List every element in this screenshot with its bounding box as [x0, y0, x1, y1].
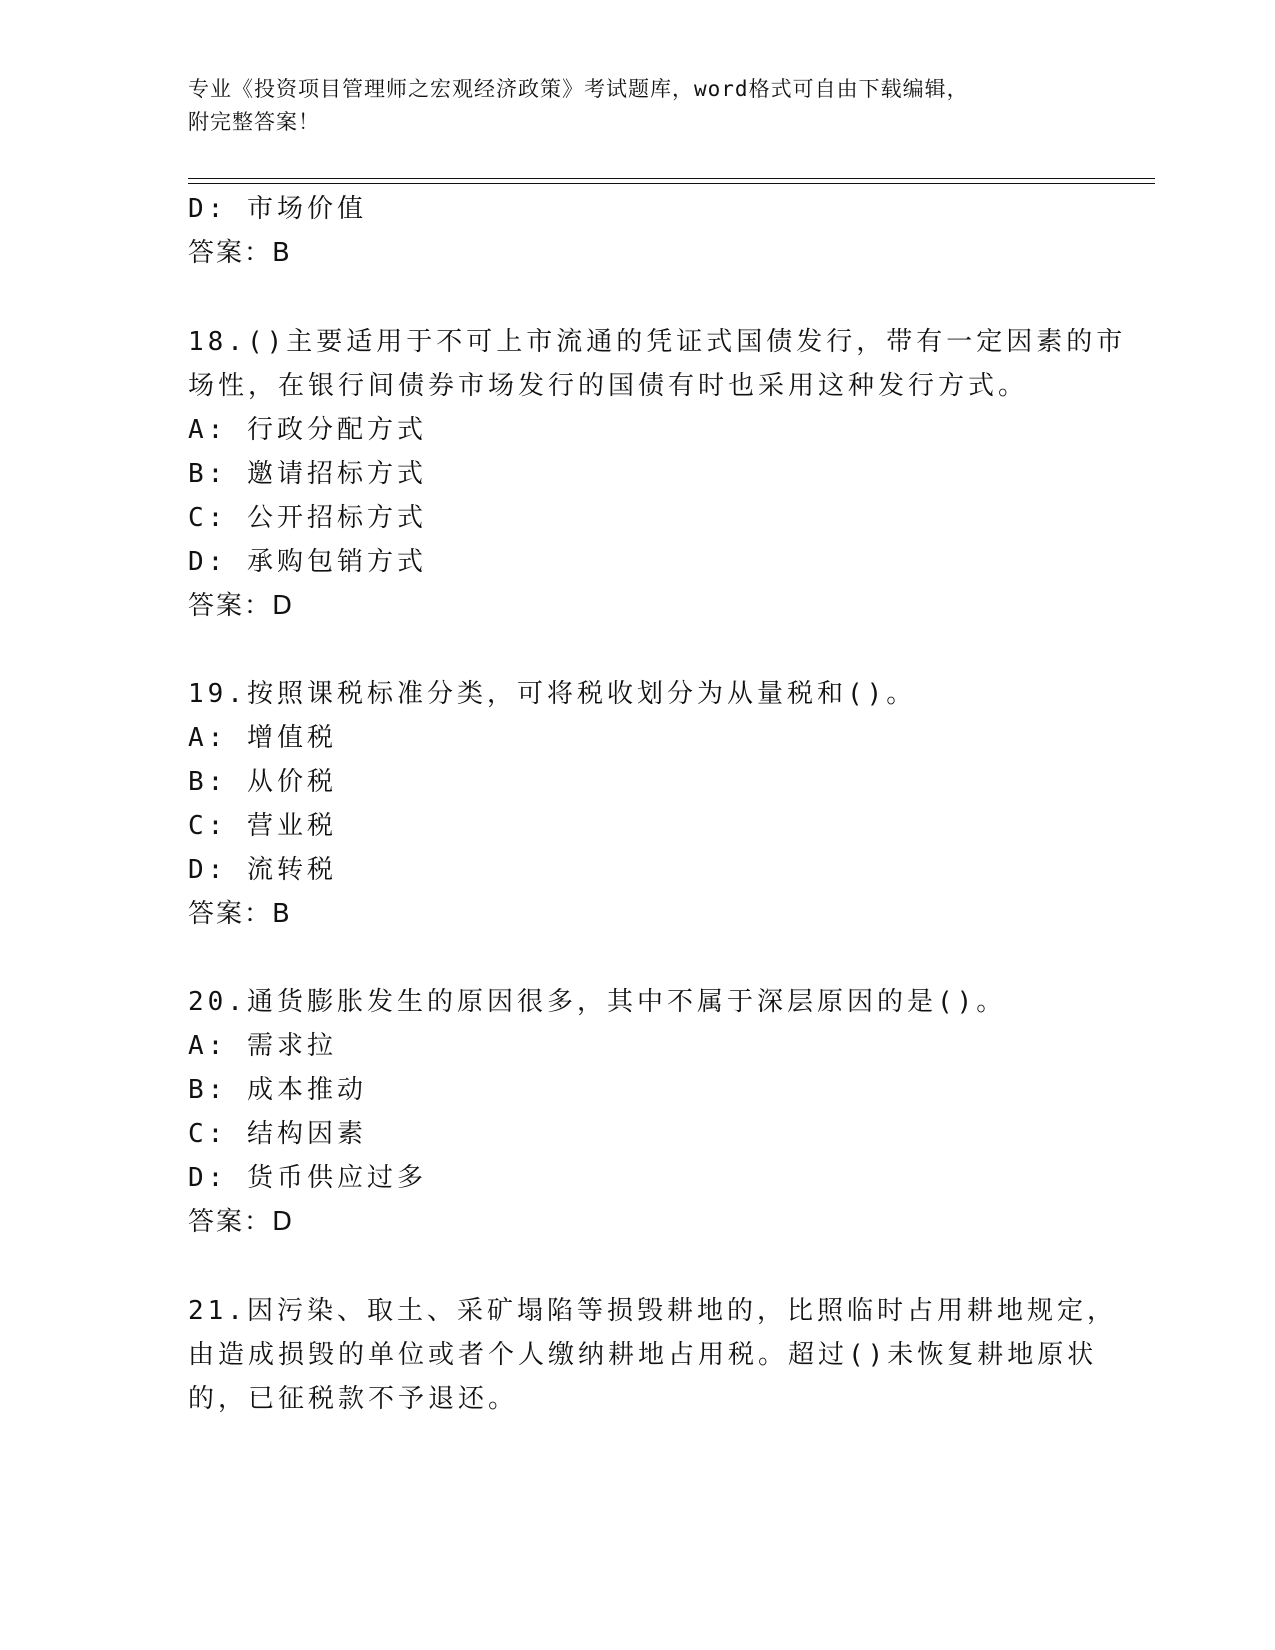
q20-option-b: B: 成本推动 [188, 1075, 367, 1105]
q20-option-a: A: 需求拉 [188, 1031, 337, 1061]
q21-stem-line-2: 由造成损毁的单位或者个人缴纳耕地占用税。超过()未恢复耕地原状 [188, 1340, 1098, 1370]
document-header [188, 73, 1088, 139]
header-divider-top [188, 178, 1155, 179]
q19-answer: 答案：B [188, 899, 292, 929]
q21-stem-line-3: 的，已征税款不予退还。 [188, 1384, 519, 1414]
q19-option-b: B: 从价税 [188, 767, 337, 797]
q20-option-c: C: 结构因素 [188, 1119, 367, 1149]
q20-option-d: D: 货币供应过多 [188, 1163, 427, 1193]
q19-option-a: A: 增值税 [188, 723, 337, 753]
q19-option-c: C: 营业税 [188, 811, 337, 841]
header-line-2: 附完整答案！ [188, 110, 320, 134]
header-line-1: 专业《投资项目管理师之宏观经济政策》考试题库，word格式可自由下载编辑， [188, 77, 969, 101]
q21-stem-line-1: 21.因污染、取土、采矿塌陷等损毁耕地的，比照临时占用耕地规定， [188, 1296, 1117, 1326]
q18-option-c: C: 公开招标方式 [188, 503, 427, 533]
q18-stem-line-1: 18.()主要适用于不可上市流通的凭证式国债发行，带有一定因素的市 [188, 327, 1127, 357]
prev-answer: 答案：B [188, 238, 292, 268]
q20-answer: 答案：D [188, 1207, 295, 1237]
q20-stem-line-1: 20.通货膨胀发生的原因很多，其中不属于深层原因的是()。 [188, 987, 1007, 1017]
q18-stem-line-2: 场性，在银行间债券市场发行的国债有时也采用这种发行方式。 [188, 371, 1029, 401]
q18-option-b: B: 邀请招标方式 [188, 459, 427, 489]
header-divider-bottom [188, 183, 1155, 184]
q19-option-d: D: 流转税 [188, 855, 337, 885]
q18-option-d: D: 承购包销方式 [188, 547, 427, 577]
prev-option-d: D: 市场价值 [188, 194, 367, 224]
q19-stem-line-1: 19.按照课税标准分类，可将税收划分为从量税和()。 [188, 679, 917, 709]
q18-option-a: A: 行政分配方式 [188, 415, 427, 445]
q18-answer: 答案：D [188, 591, 295, 621]
